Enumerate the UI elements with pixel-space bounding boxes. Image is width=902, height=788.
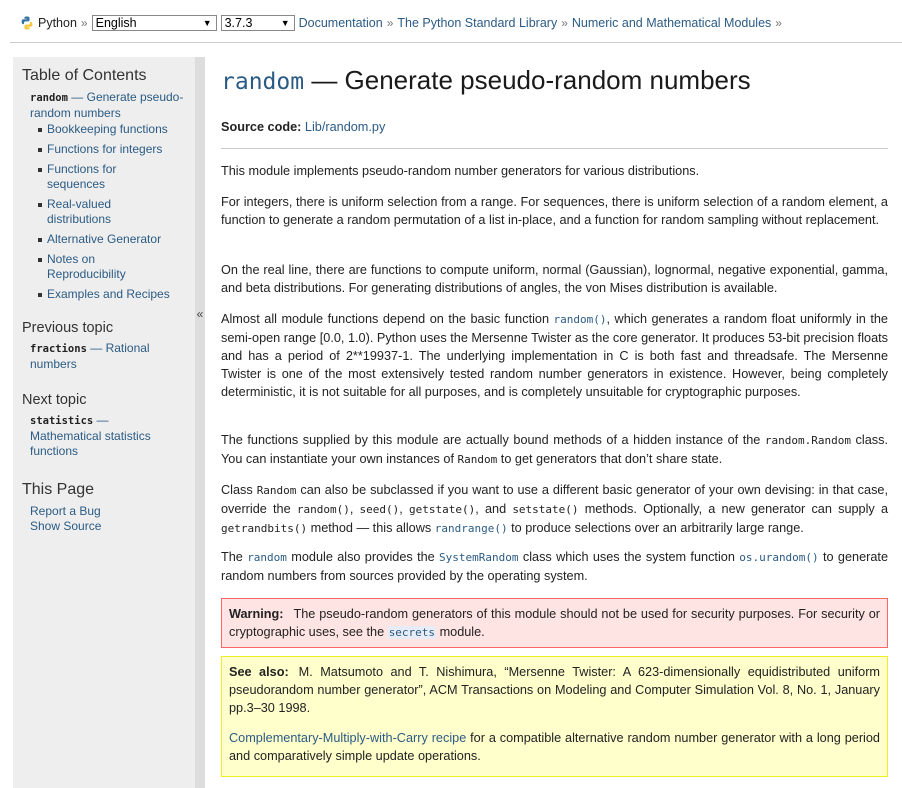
this-page-heading: This Page <box>22 481 95 498</box>
page-title <box>221 62 888 98</box>
source-divider <box>221 148 888 149</box>
random-class-code: Random <box>457 453 498 466</box>
toc-item-sequences[interactable]: Functions for sequences <box>38 162 147 192</box>
python-logo-icon[interactable] <box>20 16 34 30</box>
version-select[interactable] <box>221 15 295 31</box>
toc-item-integers[interactable]: Functions for integers <box>38 142 187 157</box>
toc-root-link[interactable] <box>30 90 195 121</box>
breadcrumb-separator: » <box>775 16 782 30</box>
toc-item-examples[interactable]: Examples and Recipes <box>38 287 187 302</box>
integers-paragraph: For integers, there is uniform selection from a range. For sequences, there is uniform selection of a random element, a function to generate a random permutation of a list in-place, and a function for random sampling without replacement. <box>221 195 888 227</box>
language-select-value: English <box>95 16 137 30</box>
warning-box <box>221 598 888 648</box>
source-code-line <box>221 118 888 136</box>
systemrandom-link[interactable]: SystemRandom <box>439 551 519 564</box>
page-title-code: random <box>221 69 305 95</box>
intro-paragraph: This module implements pseudo-random number generators for various distributions. <box>221 164 700 178</box>
source-code-link[interactable]: Lib/random.py <box>304 120 386 134</box>
toc-item-bookkeeping[interactable]: Bookkeeping functions <box>38 122 187 137</box>
toc-list <box>22 122 195 302</box>
see-also-recipe: Complementary-Multiply-with-Carry recipe for a compatible alternative random number generator with a long period and comparatively simple update operations. <box>229 731 880 763</box>
collapse-chevron-icon: « <box>196 307 204 321</box>
previous-topic-code: fractions <box>30 343 87 355</box>
main-content <box>221 62 889 763</box>
breadcrumb-numeric[interactable]: Numeric and Mathematical Modules <box>571 16 772 30</box>
next-topic-heading: Next topic <box>22 392 87 408</box>
next-topic-text: — Mathematical statistics functions <box>30 413 151 458</box>
show-source-link[interactable]: Show Source <box>30 519 102 533</box>
random-function-link[interactable]: random() <box>553 313 607 326</box>
top-nav <box>20 13 900 33</box>
previous-topic-heading: Previous topic <box>22 320 114 336</box>
next-topic-link[interactable] <box>30 413 170 459</box>
random-random-code: random.Random <box>764 434 852 447</box>
toc-item-reproducibility[interactable]: Notes on Reproducibility <box>38 252 147 282</box>
breadcrumb-separator: » <box>386 16 394 30</box>
cmwc-recipe-link[interactable]: Complementary-Multiply-with-Carry recipe <box>229 731 467 745</box>
chevron-down-icon: ▼ <box>280 18 290 28</box>
systemrandom-paragraph: The random module also provides the SystemRandom class which uses the system function os.urandom() to generate random numbers from sources provided by the operating system. <box>221 550 889 583</box>
breadcrumb-separator: » <box>80 16 88 30</box>
subclass-paragraph: Class Random can also be subclassed if you want to use a different basic generator of your own devising: in that case, override the random(), seed(), getstate(), and setstate() methods. Optionally, a new generator can supply a getrandbits() method — this allows randrange() to produce selections over an arbitrarily large range. <box>221 483 889 535</box>
see-also-citation: See also: M. Matsumoto and T. Nishimura, “Mersenne Twister: A 623-dimensionally equidistributed uniform pseudorandom number generator”, ACM Transactions on Modeling and Computer Simulation Vol. 8, No. 1, January pp.3–30 1998. <box>229 665 880 715</box>
see-also-label: See also: <box>229 665 289 679</box>
bound-methods-paragraph: The functions supplied by this module are actually bound methods of a hidden instance of the random.Random class. You can instantiate your own instances of Random to get generators that don’t share state. <box>221 433 888 466</box>
secrets-link[interactable]: secrets <box>388 626 436 639</box>
os-urandom-link[interactable]: os.urandom() <box>739 551 819 564</box>
breadcrumb-stdlib[interactable]: The Python Standard Library <box>397 16 558 30</box>
version-select-value: 3.7.3 <box>224 16 253 30</box>
breadcrumb-separator: » <box>561 16 568 30</box>
toc-heading[interactable]: Table of Contents <box>22 67 147 84</box>
source-code-label: Source code: <box>221 120 302 134</box>
real-line-paragraph: On the real line, there are functions to compute uniform, normal (Gaussian), lognormal, negative exponential, gamma, and beta distributions. For generating distributions of angles, the von Mises distribution is available. <box>221 263 888 295</box>
report-bug-link[interactable]: Report a Bug <box>30 504 101 518</box>
warning-text: Warning: The pseudo-random generators of this module should not be used for security purposes. For security or cryptographic uses, see the secrets module. <box>229 607 880 639</box>
random-module-link[interactable]: random <box>247 551 287 564</box>
language-select[interactable] <box>92 15 217 31</box>
toc-item-alternative[interactable]: Alternative Generator <box>38 232 187 247</box>
toc-item-real-valued[interactable]: Real-valued distributions <box>38 197 147 227</box>
breadcrumb-documentation[interactable]: Documentation <box>298 16 383 30</box>
python-home-link[interactable]: Python <box>38 16 77 30</box>
sidebar <box>13 57 195 788</box>
previous-topic-link[interactable] <box>30 341 160 372</box>
chevron-down-icon: ▼ <box>202 18 212 28</box>
previous-topic-text: — Rational numbers <box>30 341 150 371</box>
warning-label: Warning: <box>229 607 284 621</box>
header-divider <box>10 42 902 43</box>
page-title-text: — Generate pseudo-random numbers <box>304 65 751 95</box>
randrange-link[interactable]: randrange() <box>434 522 508 535</box>
next-topic-code: statistics <box>30 415 94 427</box>
mersenne-paragraph: Almost all module functions depend on the basic function random(), which generates a random float uniformly in the semi-open range [0.0, 1.0). Python uses the Mersenne Twister as the core generator. It produces 53-bit precision floats and has a period of 2**19937-1. The underlying implementation in C is both fast and threadsafe. The Mersenne Twister is one of the most extensively tested random number generators in existence. However, being completely deterministic, it is not suitable for all purposes, and is completely unsuitable for cryptographic purposes. <box>221 312 888 399</box>
toc-root-code: random <box>30 92 68 104</box>
toc-root-text: — Generate pseudo-random numbers <box>30 90 184 120</box>
sidebar-collapse-button[interactable] <box>195 57 205 788</box>
see-also-box <box>221 656 888 777</box>
